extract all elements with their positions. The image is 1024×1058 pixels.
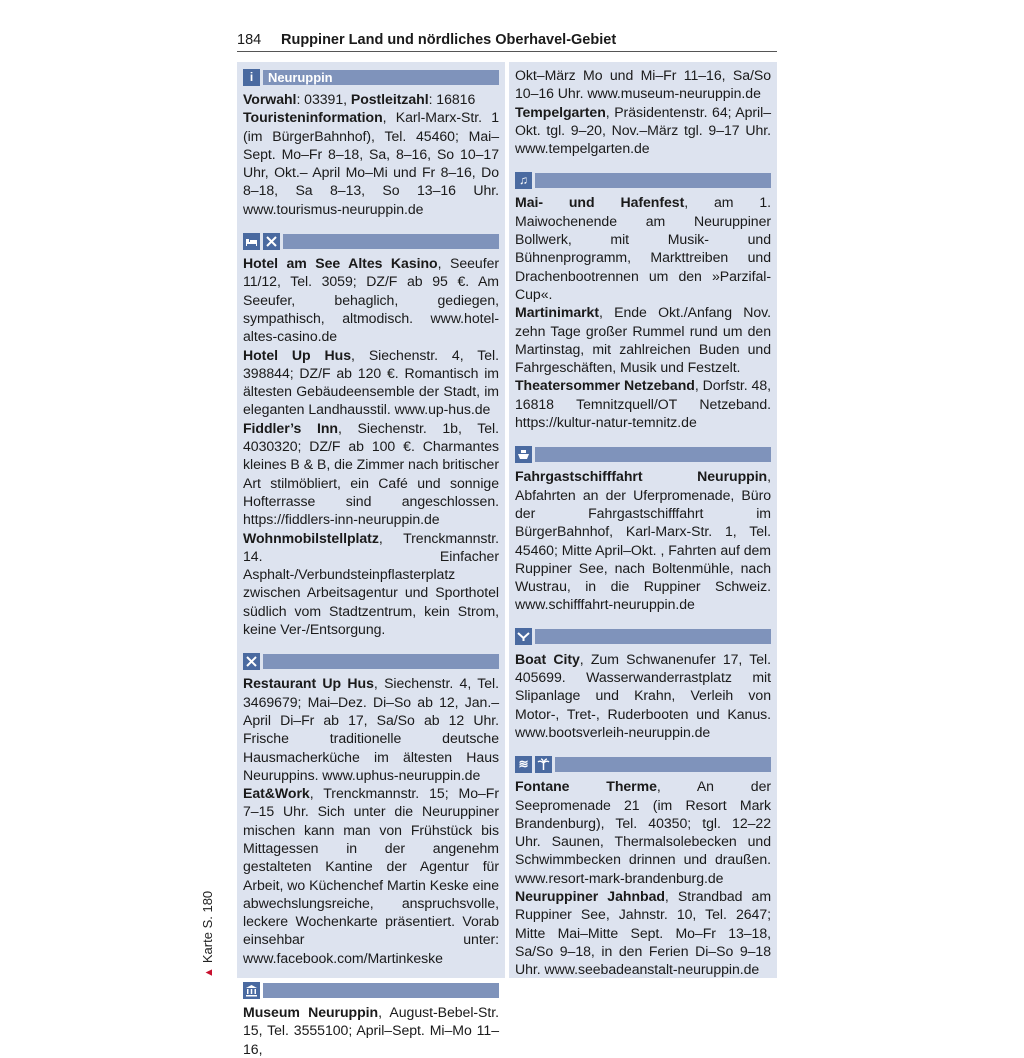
entry (243, 90, 499, 108)
right-column (509, 62, 777, 978)
entry-name: Hotel am See Altes Kasino (243, 255, 438, 272)
entry-name: Boat City (515, 650, 580, 667)
museum-section (243, 981, 499, 1058)
entry-name: Tempelgarten (515, 103, 606, 120)
entry (515, 887, 771, 978)
entry-text: , An der Seepromenade 21 (im Resort Mark Brandenburg), Tel. 40350; tgl. 12–22 Uhr. Saunen, Thermalsolebecken und Schwimmbecken drinnen und draußen. www.resort-mark-brandenburg.de (515, 778, 772, 886)
entry-name: Postleitzahl (350, 91, 429, 107)
section-bar (263, 654, 499, 669)
entry-name: Wohnmobilstellplatz (243, 529, 379, 546)
boat-icon (515, 628, 532, 645)
ship-icon (515, 446, 532, 463)
section-header (515, 628, 771, 646)
section-bar (263, 983, 499, 998)
entry-name: Mai- und Hafenfest (515, 194, 685, 211)
entry-list (515, 650, 771, 741)
entry-text: , Trenckmannstr. 15; Mo–Fr 7–15 Uhr. Sich unter die Neuruppiner mischen kann man von Frühstück bis Mittagessen in der angenehm gestalteten Kantine der Agentur für Arbeit, wo Küchenchef Martin Keske eine abwechslungsreiche, anspruchsvolle, leckere Wochenkarte präsentiert. Vorab einsehbar unter: www.facebook.com/Martinkeske (243, 785, 499, 966)
section-bar (555, 757, 771, 772)
entry-list (515, 467, 771, 613)
entry (243, 674, 499, 784)
bath-section (515, 755, 771, 978)
section-header (515, 755, 771, 773)
info-section (243, 68, 499, 218)
entry (243, 346, 499, 419)
entry (243, 254, 499, 345)
entry-list (243, 90, 499, 218)
entry-text: , August-Bebel-Str. 15, Tel. 3555100; April–Sept. Mi–Mo 11–16, (243, 1004, 499, 1057)
section-header (243, 68, 499, 86)
restaurant-section (243, 652, 499, 967)
entry (515, 103, 771, 158)
entry-text: , Seeufer 11/12, Tel. 3059; DZ/F ab 95 €. Am Seeufer, behaglich, gediegen, sympathisch, altmodisch. www.hotel-altes-casino.de (243, 255, 499, 345)
entry-text: , Zum Schwanenufer 17, Tel. 405699. Wasserwanderrastplatz mit Slipanlage und Krahn, Verleih von Motor-, Tret-, Ruderbooten und Kanus. www.bootsverleih-neuruppin.de (515, 650, 771, 740)
entry-name: Fiddler’s Inn (243, 419, 338, 436)
entry (243, 529, 499, 639)
left-column (237, 62, 505, 1057)
section-header (515, 171, 771, 189)
entry (515, 376, 771, 431)
entry (515, 467, 771, 613)
map-reference-text: Karte S. 180 (200, 890, 215, 964)
entry-text: , Karl-Marx-Str. 1 (im BürgerBahnhof), Tel. 45460; Mai–Sept. Mo–Fr 8–18, Sa, 8–16, So 10–17 Uhr, Okt.– April Mo–Mi und Fr 8–16, Do 8–18, Sa 8–13, So 13–16 Uhr. www.tourismus-neuruppin.de (243, 109, 499, 217)
cutlery-icon (243, 653, 260, 670)
entry-name: Restaurant Up Hus (243, 675, 374, 692)
palm-tree-icon (535, 756, 552, 773)
entry-list (243, 254, 499, 638)
entry-list (515, 66, 771, 157)
entry-name: Fahrgastschifffahrt Neuruppin (515, 468, 768, 485)
entry-text: : 16816 (428, 91, 476, 107)
entry (515, 303, 771, 376)
entry-text: , Präsidentenstr. 64; April–Okt. tgl. 9–20, Nov.–März tgl. 9–17 Uhr. www.tempelgarten.de (515, 103, 771, 157)
entry-list (515, 193, 771, 431)
page-number: 184 (237, 32, 262, 48)
entry (515, 66, 771, 103)
section-header (243, 232, 499, 250)
bed-icon (243, 233, 260, 250)
boat-section (515, 628, 771, 741)
entry-name: Vorwahl (243, 91, 297, 107)
entry (515, 193, 771, 303)
entry-name: Hotel Up Hus (243, 346, 352, 363)
section-bar (535, 173, 771, 188)
entry-text: , Siechenstr. 4, Tel. 398844; DZ/F ab 120 €. Romantisch im ältesten Gebäudeensemble der Stadt, im eleganten Landhausstil. www.up-hus.de (243, 346, 499, 418)
entry (243, 1003, 499, 1058)
section-heading: Neuruppin (263, 70, 499, 85)
entry (515, 650, 771, 741)
entry-text: : 03391, (296, 91, 351, 107)
running-title: Ruppiner Land und nördliches Oberhavel-Gebiet (281, 32, 617, 48)
entry-name: Fontane Therme (515, 778, 657, 795)
entry-text: , Siechenstr. 4, Tel. 3469679; Mai–Dez. Di–So ab 12, Jan.–April Di–Fr ab 17, Sa/So ab 12 Uhr. Frische traditionelle deutsche Hausmacherküche im ältesten Haus Neuruppins. www.uphus-neuruppin.de (243, 675, 499, 783)
section-header (243, 652, 499, 670)
entry-list (243, 674, 499, 967)
entry (515, 777, 771, 887)
entry-name: Martinimarkt (515, 304, 599, 321)
waves-icon: ≋ (515, 756, 532, 773)
cutlery-icon (263, 233, 280, 250)
entry-name: Eat&Work (243, 785, 310, 802)
arrow-icon: ▲ (203, 967, 215, 978)
entry-text: , am 1. Maiwochenende am Neuruppiner Bollwerk, mit Musik- und Bühnenprogramm, Markttreiben und Drachenbootrennen um den »Parzifal-Cup«. (515, 194, 771, 302)
entry-text: , Siechenstr. 1b, Tel. 4030320; DZ/F ab 100 €. Charmantes kleines B & B, die Zimmer nach britischer Art stilmöbliert, ein Café und sonnige Hofterrasse sind angeschlossen. https://fiddlers-inn-neuruppin.de (243, 419, 499, 528)
entry-name: Museum Neuruppin (243, 1004, 379, 1021)
entry-text: , Ende Okt./Anfang Nov. zehn Tage großer Rummel rund um den Martinstag, mit zahlreichen Buden und Fahrgeschäften, Musik und Festzelt. (515, 304, 771, 376)
info-icon: i (243, 69, 260, 86)
entry (243, 784, 499, 967)
map-reference (200, 891, 215, 978)
section-bar (535, 447, 771, 462)
hotel-section (243, 232, 499, 638)
section-header (243, 981, 499, 999)
entry-text: , Trenckmannstr. 14. Einfacher Asphalt-/Verbundsteinpflasterplatz zwischen Arbeitsagentur und Sporthotel südlich vom Stadtzentrum, kein Strom, keine Ver-/Entsorgung. (243, 529, 499, 638)
section-header (515, 445, 771, 463)
entry-list (515, 777, 771, 978)
entry-name: Theatersommer Netzeband (515, 377, 695, 394)
entry (243, 419, 499, 529)
page-header (237, 30, 777, 52)
events-section (515, 171, 771, 431)
section-bar (535, 629, 771, 644)
entry-text: Okt–März Mo und Mi–Fr 11–16, Sa/So 10–16 Uhr. www.museum-neuruppin.de (515, 67, 771, 102)
section-bar (283, 234, 499, 249)
music-note-icon: ♫ (515, 172, 532, 189)
entry-text: , Abfahrten an der Uferpromenade, Büro der Fahrgastschifffahrt im BürgerBahnhof, Karl-Marx-Str. 1, Tel. 45460; Mitte April–Okt. , Fahrten auf dem Ruppiner See, nach Boltenmühle, nach Wustrau, in die Ruppiner Schweiz. www.schifffahrt-neuruppin.de (515, 468, 771, 613)
museum-icon (243, 982, 260, 999)
continued-section (515, 66, 771, 157)
entry-text: , Dorfstr. 48, 16818 Temnitzquell/OT Netzeband. https://kultur-natur-temnitz.de (515, 377, 771, 431)
entry-name: Neuruppiner Jahnbad (515, 887, 665, 904)
entry (243, 108, 499, 218)
entry-text: , Strandbad am Ruppiner See, Jahnstr. 10, Tel. 2647; Mitte Mai–Mitte Sept. Mo–Fr 13–18, Sa/So 9–18, in den Ferien Di–So 9–18 Uhr. www.seebadeanstalt-neuruppin.de (515, 887, 772, 978)
entry-name: Touristeninformation (243, 109, 383, 126)
entry-list (243, 1003, 499, 1058)
ship-section (515, 445, 771, 613)
